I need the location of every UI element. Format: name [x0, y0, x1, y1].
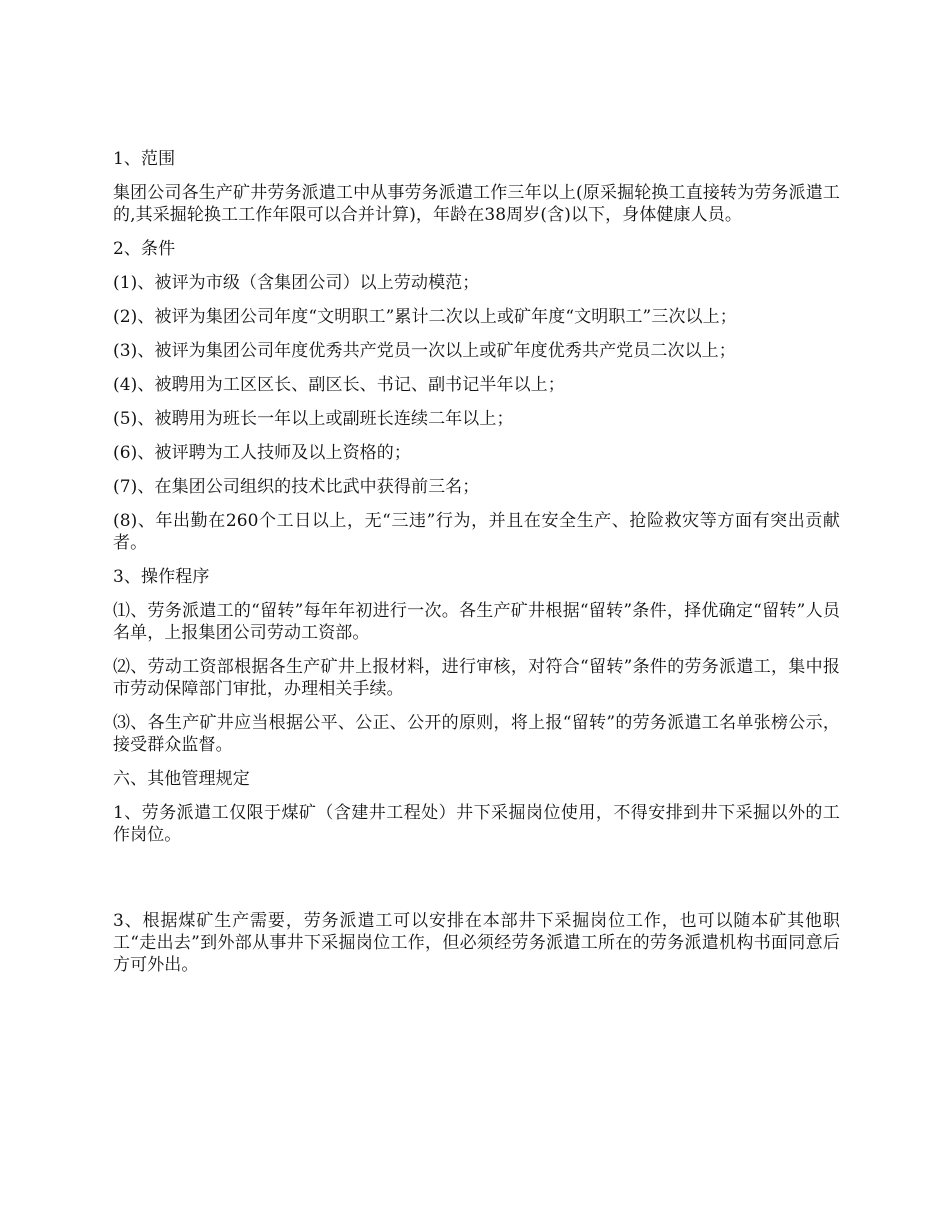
condition-item-2: (2)、被评为集团公司年度“文明职工”累计二次以上或矿年度“文明职工”三次以上； [113, 307, 737, 327]
scope-paragraph: 集团公司各生产矿井劳务派遣工中从事劳务派遣工作三年以上(原采掘轮换工直接转为劳务派遣工的,其采掘轮换工工作年限可以合并计算)，年龄在38周岁(含)以下，身体健康人员。 [113, 183, 840, 225]
document-page [113, 148, 840, 988]
condition-item-6: (6)、被评聘为工人技师及以上资格的； [113, 443, 411, 463]
rule-item-1: 1、劳务派遣工仅限于煤矿（含建井工程处）井下采掘岗位使用，不得安排到井下采掘以外的工作岗位。 [113, 803, 840, 845]
condition-item-8: (8)、年出勤在260个工日以上，无“三违”行为，并且在安全生产、抢险救灾等方面有突出贡献者。 [113, 511, 840, 553]
section-heading-conditions: 2、条件 [113, 239, 176, 259]
condition-item-1: (1)、被评为市级（含集团公司）以上劳动模范； [113, 273, 480, 293]
section-heading-scope: 1、范围 [113, 149, 176, 169]
condition-item-3: (3)、被评为集团公司年度优秀共产党员一次以上或矿年度优秀共产党员二次以上； [113, 341, 736, 361]
procedure-item-2: ⑵、劳动工资部根据各生产矿井上报材料，进行审核，对符合“留转”条件的劳务派遣工，集中报市劳动保障部门审批，办理相关手续。 [113, 657, 840, 699]
rule-item-3: 3、根据煤矿生产需要，劳务派遣工可以安排在本部井下采掘岗位工作，也可以随本矿其他职工“走出去”到外部从事井下采掘岗位工作，但必须经劳务派遣工所在的劳务派遣机构书面同意后方可外出。 [113, 911, 840, 975]
condition-item-5: (5)、被聘用为班长一年以上或副班长连续二年以上； [113, 409, 514, 429]
condition-item-7: (7)、在集团公司组织的技术比武中获得前三名； [113, 477, 480, 497]
blank-spacer [113, 858, 840, 910]
condition-item-4: (4)、被聘用为工区区长、副区长、书记、副书记半年以上； [113, 375, 565, 395]
procedure-item-1: ⑴、劳务派遣工的“留转”每年年初进行一次。各生产矿井根据“留转”条件，择优确定“留转”人员名单，上报集团公司劳动工资部。 [113, 601, 840, 643]
section-heading-other-rules: 六、其他管理规定 [113, 769, 250, 789]
procedure-item-3: ⑶、各生产矿井应当根据公平、公正、公开的原则，将上报“留转”的劳务派遣工名单张榜公示，接受群众监督。 [113, 713, 840, 755]
section-heading-procedure: 3、操作程序 [113, 567, 210, 587]
